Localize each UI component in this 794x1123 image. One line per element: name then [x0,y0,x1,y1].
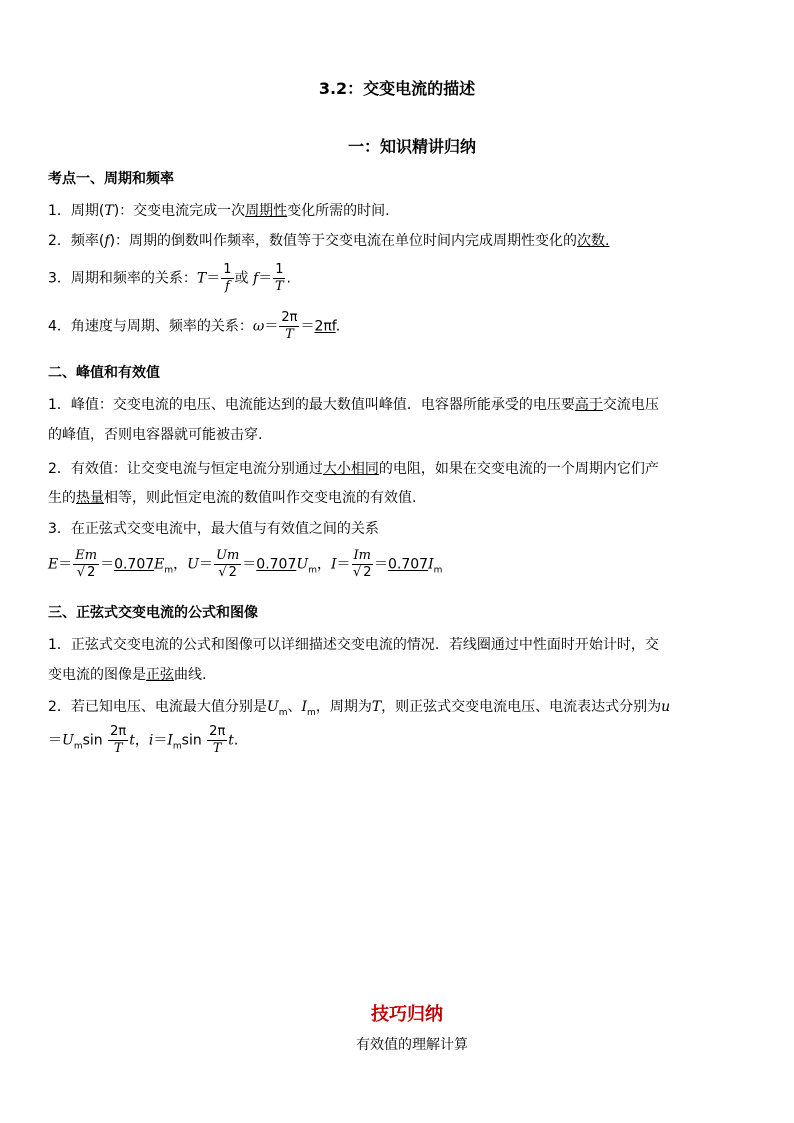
section1-heading: 考点一、周期和频率 [48,171,174,187]
s2-item3: 3．在正弦式交变电流中，最大值与有效值之间的关系 [48,521,379,537]
s1-item4: 4．角速度与周期、频率的关系：ω＝ $\frac{2\pi}{T}$ ＝2πf. [48,310,341,342]
s1-item3: 3．周期和频率的关系：T＝ $\frac{1}{f}$ 或 f＝ $\frac{1}{T}$ . [48,262,291,294]
s3-item1-line1: 1．正弦式交变电流的公式和图像可以详细描述交变电流的情况．若线圈通过中性面时开始计时，交 [48,637,659,653]
fraction-1-over-T: $\frac{1}{T}$ [274,262,284,294]
fraction-1-over-f: $\frac{1}{f}$ [223,262,232,294]
s2-item1-line2: 的峰值，否则电容器就可能被击穿. [48,427,263,443]
fraction-2pi-over-T: $\frac{2\pi}{T}$ [281,310,298,342]
page-title: 3.2：交变电流的描述 [318,79,476,98]
s2-item1-line1: 1．峰值：交变电流的电压、电流能达到的最大数值叫峰值．电容器所能承受的电压要高于交流电压 [48,397,659,413]
s3-item1-line2: 变电流的图像是正弦曲线. [48,667,207,683]
section-title: 一：知识精讲归纳 [347,137,476,156]
s2-rms-formula: E＝ $\frac{Em}{√ 2}$ $=0.707E_m$，U＝ $\frac{Um}{√ 2}$ $=0.707U_m$，I＝ $\frac{Im}{√ 2}$ $=0.707I_m$ [48,548,443,580]
s2-item2-line2: 生的热量相等，则此恒定电流的数值叫作交变电流的有效值. [48,490,417,506]
s2-item2-line1: 2．有效值：让交变电流与恒定电流分别通过大小相同的电阻，如果在交变电流的一个周期内它们产 [48,461,659,477]
s3-item2-line2: $=U_m\sin$ $\frac{2\pi}{T}$ t，$i=I_m\sin$ $\frac{2\pi}{T}$ t. [48,724,239,756]
section3-heading: 三、正弦式交变电流的公式和图像 [48,605,258,621]
s1-item1: 1．周期(T)：交变电流完成一次周期性变化所需的时间. [48,203,390,219]
tips-subtitle: 有效值的理解计算 [356,1037,468,1053]
tips-heading: 技巧归纳 [371,1004,443,1025]
section2-heading: 二、峰值和有效值 [48,365,160,381]
s3-item2-line1: 2．若已知电压、电流最大值分别是$U_m$、$I_m$，周期为T，则正弦式交变电流电压、电流表达式分别为u [48,699,671,718]
s1-item2: 2．频率(f)：周期的倒数叫作频率，数值等于交变电流在单位时间内完成周期性变化的次数. [48,233,610,249]
